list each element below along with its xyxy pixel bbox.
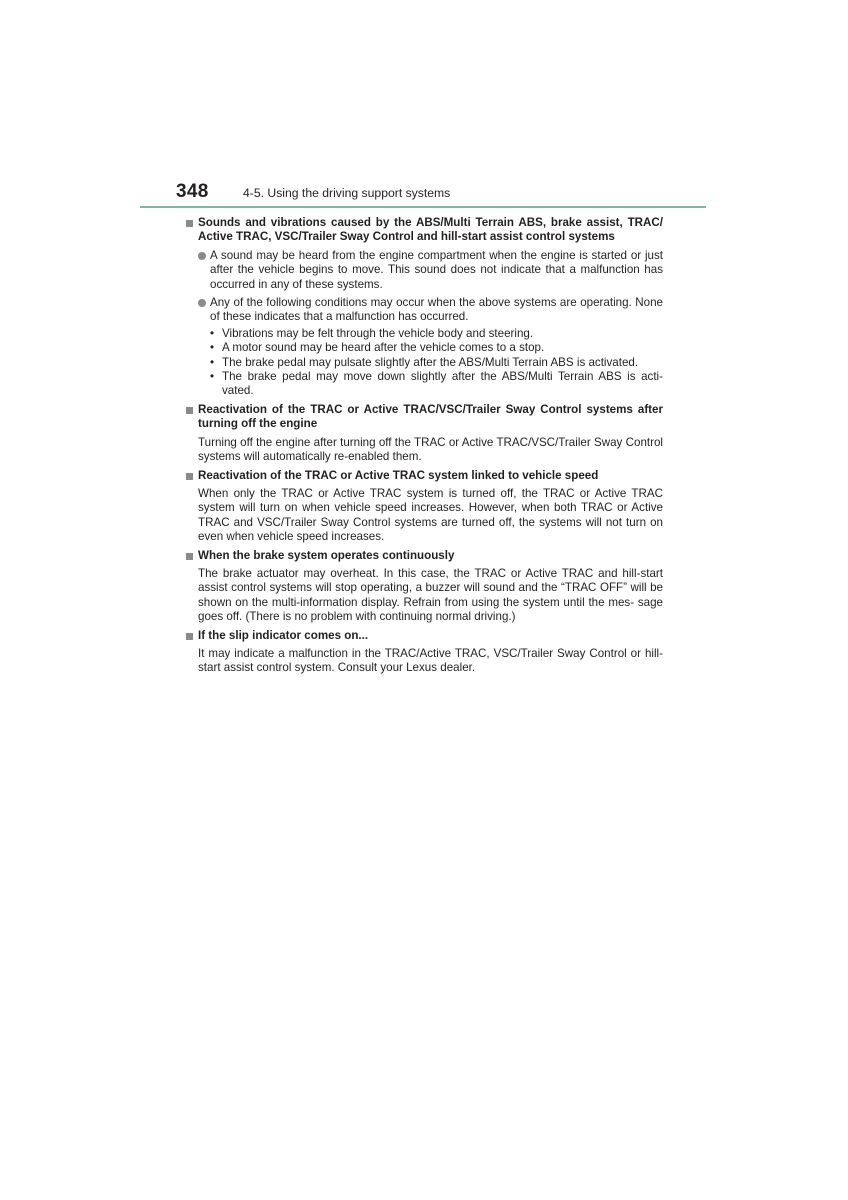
heading-text: Reactivation of the TRAC or Active TRAC/VSC/Trailer Sway Control systems after turning off the engine	[198, 402, 663, 431]
section-brake-continuous	[185, 549, 663, 625]
square-bullet-icon	[186, 220, 193, 227]
section-heading	[185, 216, 663, 245]
square-bullet-icon	[186, 473, 193, 480]
sub-item-text: The brake pedal may pulsate slightly after the ABS/Multi Terrain ABS is activated.	[222, 355, 639, 369]
section-reactivation-speed	[185, 469, 663, 545]
circle-bullet-icon	[198, 299, 206, 307]
header-rule	[140, 206, 706, 208]
bullet-item	[198, 296, 663, 325]
section-slip-indicator	[185, 629, 663, 676]
section-abs-sounds	[185, 216, 663, 399]
square-bullet-icon	[186, 407, 193, 414]
dot-bullet-icon: •	[210, 370, 215, 384]
section-title: 4-5. Using the driving support systems	[243, 186, 451, 200]
sub-item-text: A motor sound may be heard after the vehicle comes to a stop.	[222, 341, 545, 355]
heading-text: If the slip indicator comes on...	[198, 628, 369, 642]
bullet-text: A sound may be heard from the engine compartment when the engine is started or just after the vehicle begins to move. This sound does not indicate that a malfunction has occurred in any of these systems.	[210, 248, 663, 291]
circle-bullet-icon	[198, 252, 206, 260]
section-heading	[185, 403, 663, 432]
page-header	[176, 181, 706, 205]
heading-text: Reactivation of the TRAC or Active TRAC system linked to vehicle speed	[198, 468, 599, 482]
section-body: When only the TRAC or Active TRAC system is turned off, the TRAC or Active TRAC system will turn on when vehicle speed increases. However, when both TRAC or Active TRAC and VSC/Trailer Sway Control systems are turned off, the systems will not turn on even when vehicle speed increases.	[198, 486, 663, 544]
dot-bullet-icon: •	[210, 355, 215, 369]
section-reactivation-engine	[185, 403, 663, 465]
section-heading	[185, 469, 663, 483]
sub-item	[210, 341, 663, 355]
heading-text: Sounds and vibrations caused by the ABS/Multi Terrain ABS, brake assist, TRAC/ Active TRAC, VSC/Trailer Sway Control and hill-start assist control systems	[198, 216, 663, 244]
bullet-item	[198, 249, 663, 292]
sub-item	[210, 370, 663, 399]
section-body: It may indicate a malfunction in the TRAC/Active TRAC, VSC/Trailer Sway Control or hill-start assist control system. Consult your Lexus dealer.	[198, 646, 663, 675]
content	[185, 216, 663, 680]
sub-list	[210, 327, 663, 399]
sub-item	[210, 356, 663, 370]
bullet-text: Any of the following conditions may occur when the above systems are operating. None of these indicates that a malfunction has occurred.	[210, 296, 663, 324]
sub-item	[210, 327, 663, 341]
dot-bullet-icon: •	[210, 326, 215, 340]
page-number: 348	[176, 181, 209, 202]
sub-item-text: Vibrations may be felt through the vehicle body and steering.	[222, 326, 534, 340]
heading-text: When the brake system operates continuously	[198, 548, 455, 562]
sub-item-text: The brake pedal may move down slightly after the ABS/Multi Terrain ABS is acti- vated.	[222, 370, 663, 398]
section-body: Turning off the engine after turning off the TRAC or Active TRAC/VSC/Trailer Sway Control systems will automatically re-enabled them.	[198, 435, 663, 464]
section-heading	[185, 629, 663, 643]
dot-bullet-icon: •	[210, 341, 215, 355]
section-body: The brake actuator may overheat. In this case, the TRAC or Active TRAC and hill-start assist control systems will stop operating, a buzzer will sound and the “TRAC OFF” will be shown on the multi-information display. Refrain from using the system until the mes- sage goes off. (There is no problem with continuing normal driving.)	[198, 566, 663, 624]
square-bullet-icon	[186, 633, 193, 640]
square-bullet-icon	[186, 553, 193, 560]
section-heading	[185, 549, 663, 563]
